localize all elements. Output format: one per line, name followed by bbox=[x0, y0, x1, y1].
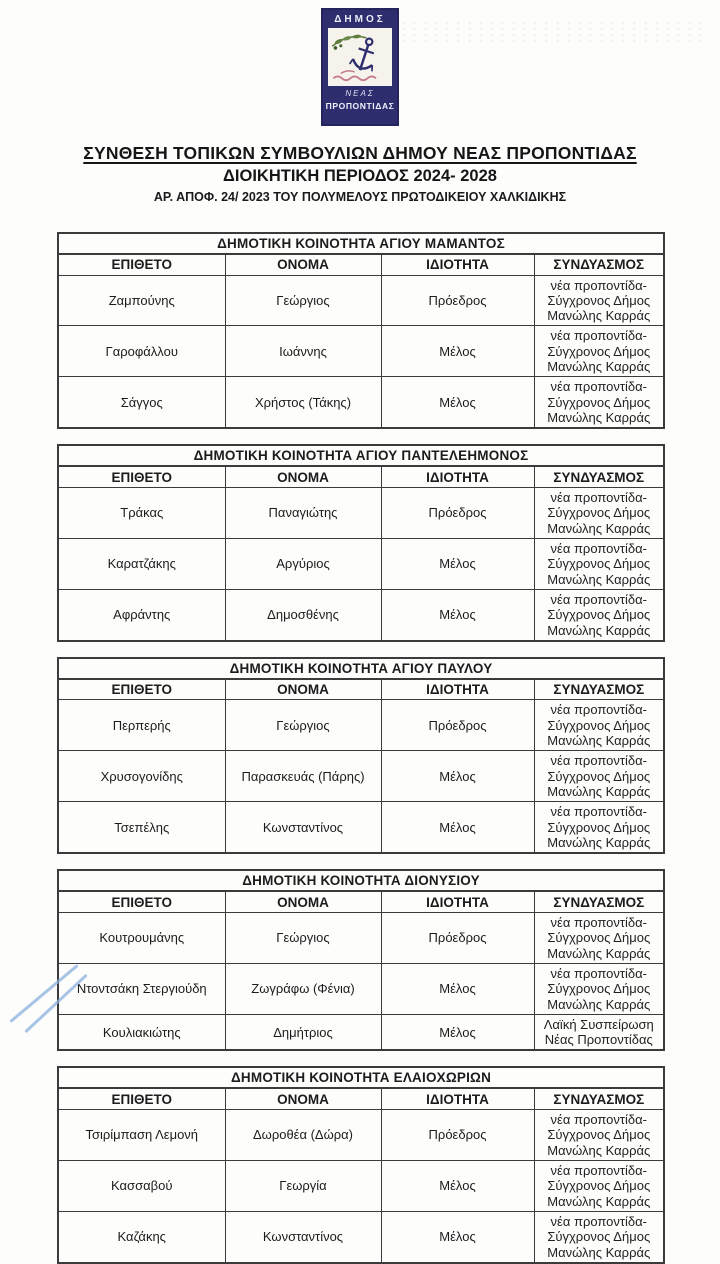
role-cell: Μέλος bbox=[381, 326, 534, 377]
party-cell: νέα προποντίδα- Σύγχρονος Δήμος Μανώλης Καρράς bbox=[534, 1109, 664, 1160]
name-cell: Ζωγράφω (Φένια) bbox=[225, 963, 381, 1014]
anchor-olive-emblem-icon bbox=[328, 28, 392, 86]
name-cell: Γεώργιος bbox=[225, 700, 381, 751]
table-row bbox=[58, 538, 664, 589]
council-table-agiou-mamantos bbox=[57, 232, 665, 429]
column-header-surname: ΕΠΙΘΕΤΟ bbox=[58, 891, 225, 912]
role-cell: Μέλος bbox=[381, 538, 534, 589]
role-cell: Μέλος bbox=[381, 1160, 534, 1211]
role-cell: Μέλος bbox=[381, 377, 534, 428]
name-cell: Κωνσταντίνος bbox=[225, 1211, 381, 1262]
name-cell: Χρήστος (Τάκης) bbox=[225, 377, 381, 428]
surname-cell: Καρατζάκης bbox=[58, 538, 225, 589]
surname-cell: Κουλιακιώτης bbox=[58, 1014, 225, 1050]
table-row bbox=[58, 326, 664, 377]
party-cell: νέα προποντίδα- Σύγχρονος Δήμος Μανώλης Καρράς bbox=[534, 802, 664, 853]
role-cell: Μέλος bbox=[381, 751, 534, 802]
table-header-row bbox=[58, 254, 664, 275]
scanned-document-page bbox=[0, 8, 720, 1260]
surname-cell: Καζάκης bbox=[58, 1211, 225, 1262]
document-decision-ref: ΑΡ. ΑΠΟΦ. 24/ 2023 ΤΟΥ ΠΟΛΥΜΕΛΟΥΣ ΠΡΩΤΟΔΙΚΕΙΟΥ ΧΑΛΚΙΔΙΚΗΣ bbox=[153, 190, 567, 204]
role-cell: Πρόεδρος bbox=[381, 912, 534, 963]
logo-propontidas-label: ΠΡΟΠΟΝΤΙΔΑΣ bbox=[325, 100, 395, 111]
surname-cell: Ζαμπούνης bbox=[58, 275, 225, 326]
logo-emblem bbox=[328, 28, 392, 86]
role-cell: Μέλος bbox=[381, 963, 534, 1014]
table-row bbox=[58, 1014, 664, 1050]
council-table-dionysiou bbox=[57, 869, 665, 1051]
table-header-row bbox=[58, 1088, 664, 1109]
name-cell: Κωνσταντίνος bbox=[225, 802, 381, 853]
surname-cell: Τσεπέλης bbox=[58, 802, 225, 853]
table-title-row bbox=[58, 233, 664, 254]
surname-cell: Τσιρίμπαση Λεμονή bbox=[58, 1109, 225, 1160]
olive-branch-icon bbox=[332, 34, 366, 50]
table-row bbox=[58, 1109, 664, 1160]
column-header-party: ΣΥΝΔΥΑΣΜΟΣ bbox=[534, 1088, 664, 1109]
council-table-agiou-panteleimonos bbox=[57, 444, 665, 641]
name-cell: Ιωάννης bbox=[225, 326, 381, 377]
table-row bbox=[58, 1211, 664, 1262]
table-row bbox=[58, 1160, 664, 1211]
logo-neas-label: ΝΕΑΣ bbox=[345, 89, 375, 98]
table-title: ΔΗΜΟΤΙΚΗ ΚΟΙΝΟΤΗΤΑ ΕΛΑΙΟΧΩΡΙΩΝ bbox=[58, 1067, 664, 1088]
name-cell: Παρασκευάς (Πάρης) bbox=[225, 751, 381, 802]
party-cell: νέα προποντίδα- Σύγχρονος Δήμος Μανώλης Καρράς bbox=[534, 700, 664, 751]
council-table-elaiochorion bbox=[57, 1066, 665, 1263]
table-header-row bbox=[58, 891, 664, 912]
party-cell: νέα προποντίδα- Σύγχρονος Δήμος Μανώλης Καρράς bbox=[534, 589, 664, 640]
table-row bbox=[58, 377, 664, 428]
name-cell: Δωροθέα (Δώρα) bbox=[225, 1109, 381, 1160]
column-header-party: ΣΥΝΔΥΑΣΜΟΣ bbox=[534, 679, 664, 700]
column-header-name: ΟΝΟΜΑ bbox=[225, 254, 381, 275]
column-header-surname: ΕΠΙΘΕΤΟ bbox=[58, 679, 225, 700]
scan-noise-artifact bbox=[398, 20, 708, 44]
table-row bbox=[58, 589, 664, 640]
table-title: ΔΗΜΟΤΙΚΗ ΚΟΙΝΟΤΗΤΑ ΑΓΙΟΥ ΠΑΥΛΟΥ bbox=[58, 658, 664, 679]
table-row bbox=[58, 751, 664, 802]
column-header-party: ΣΥΝΔΥΑΣΜΟΣ bbox=[534, 891, 664, 912]
name-cell: Γεώργιος bbox=[225, 275, 381, 326]
column-header-role: ΙΔΙΟΤΗΤΑ bbox=[381, 679, 534, 700]
column-header-party: ΣΥΝΔΥΑΣΜΟΣ bbox=[534, 466, 664, 487]
role-cell: Μέλος bbox=[381, 589, 534, 640]
surname-cell: Αφράντης bbox=[58, 589, 225, 640]
role-cell: Πρόεδρος bbox=[381, 275, 534, 326]
party-cell: νέα προποντίδα- Σύγχρονος Δήμος Μανώλης Καρράς bbox=[534, 912, 664, 963]
column-header-surname: ΕΠΙΘΕΤΟ bbox=[58, 466, 225, 487]
role-cell: Πρόεδρος bbox=[381, 1109, 534, 1160]
table-row bbox=[58, 912, 664, 963]
table-title-row bbox=[58, 870, 664, 891]
surname-cell: Χρυσογονίδης bbox=[58, 751, 225, 802]
name-cell: Γεώργιος bbox=[225, 912, 381, 963]
table-row bbox=[58, 802, 664, 853]
name-cell: Δημοσθένης bbox=[225, 589, 381, 640]
anchor-icon bbox=[349, 35, 382, 74]
party-cell: νέα προποντίδα- Σύγχρονος Δήμος Μανώλης Καρράς bbox=[534, 751, 664, 802]
surname-cell: Τράκας bbox=[58, 487, 225, 538]
table-header-row bbox=[58, 466, 664, 487]
table-title-row bbox=[58, 658, 664, 679]
role-cell: Μέλος bbox=[381, 1211, 534, 1262]
column-header-surname: ΕΠΙΘΕΤΟ bbox=[58, 1088, 225, 1109]
party-cell: νέα προποντίδα- Σύγχρονος Δήμος Μανώλης Καρράς bbox=[534, 326, 664, 377]
column-header-party: ΣΥΝΔΥΑΣΜΟΣ bbox=[534, 254, 664, 275]
role-cell: Πρόεδρος bbox=[381, 487, 534, 538]
column-header-role: ΙΔΙΟΤΗΤΑ bbox=[381, 466, 534, 487]
name-cell: Παναγιώτης bbox=[225, 487, 381, 538]
surname-cell: Κασσαβού bbox=[58, 1160, 225, 1211]
table-row bbox=[58, 275, 664, 326]
column-header-surname: ΕΠΙΘΕΤΟ bbox=[58, 254, 225, 275]
table-header-row bbox=[58, 679, 664, 700]
table-row bbox=[58, 487, 664, 538]
party-cell: νέα προποντίδα- Σύγχρονος Δήμος Μανώλης Καρράς bbox=[534, 1160, 664, 1211]
logo-top-label: ΔΗΜΟΣ bbox=[334, 14, 386, 25]
name-cell: Δημήτριος bbox=[225, 1014, 381, 1050]
column-header-name: ΟΝΟΜΑ bbox=[225, 679, 381, 700]
party-cell: νέα προποντίδα- Σύγχρονος Δήμος Μανώλης Καρράς bbox=[534, 275, 664, 326]
table-title: ΔΗΜΟΤΙΚΗ ΚΟΙΝΟΤΗΤΑ ΑΓΙΟΥ ΠΑΝΤΕΛΕΗΜΟΝΟΣ bbox=[58, 445, 664, 466]
surname-cell: Γαροφάλλου bbox=[58, 326, 225, 377]
column-header-name: ΟΝΟΜΑ bbox=[225, 1088, 381, 1109]
council-table-agiou-pavlou bbox=[57, 657, 665, 854]
column-header-role: ΙΔΙΟΤΗΤΑ bbox=[381, 891, 534, 912]
column-header-name: ΟΝΟΜΑ bbox=[225, 466, 381, 487]
table-row bbox=[58, 700, 664, 751]
surname-cell: Ντοντσάκη Στεργιούδη bbox=[58, 963, 225, 1014]
party-cell: νέα προποντίδα- Σύγχρονος Δήμος Μανώλης Καρράς bbox=[534, 377, 664, 428]
document-title: ΣΥΝΘΕΣΗ ΤΟΠΙΚΩΝ ΣΥΜΒΟΥΛΙΩΝ ΔΗΜΟΥ ΝΕΑΣ ΠΡΟΠΟΝΤΙΔΑΣ bbox=[83, 143, 637, 163]
table-title: ΔΗΜΟΤΙΚΗ ΚΟΙΝΟΤΗΤΑ ΑΓΙΟΥ ΜΑΜΑΝΤΟΣ bbox=[58, 233, 664, 254]
table-row bbox=[58, 963, 664, 1014]
document-period: ΔΙΟΙΚΗΤΙΚΗ ΠΕΡΙΟΔΟΣ 2024- 2028 bbox=[223, 167, 497, 185]
role-cell: Μέλος bbox=[381, 1014, 534, 1050]
table-title-row bbox=[58, 445, 664, 466]
party-cell: νέα προποντίδα- Σύγχρονος Δήμος Μανώλης Καρράς bbox=[534, 963, 664, 1014]
surname-cell: Περπερής bbox=[58, 700, 225, 751]
name-cell: Γεωργία bbox=[225, 1160, 381, 1211]
party-cell: Λαϊκή Συσπείρωση Νέας Προποντίδας bbox=[534, 1014, 664, 1050]
party-cell: νέα προποντίδα- Σύγχρονος Δήμος Μανώλης Καρράς bbox=[534, 487, 664, 538]
role-cell: Μέλος bbox=[381, 802, 534, 853]
column-header-role: ΙΔΙΟΤΗΤΑ bbox=[381, 254, 534, 275]
table-title: ΔΗΜΟΤΙΚΗ ΚΟΙΝΟΤΗΤΑ ΔΙΟΝΥΣΙΟΥ bbox=[58, 870, 664, 891]
municipality-logo bbox=[321, 8, 399, 126]
column-header-role: ΙΔΙΟΤΗΤΑ bbox=[381, 1088, 534, 1109]
council-tables-section bbox=[57, 232, 663, 1264]
column-header-name: ΟΝΟΜΑ bbox=[225, 891, 381, 912]
waves-icon bbox=[333, 71, 376, 80]
party-cell: νέα προποντίδα- Σύγχρονος Δήμος Μανώλης Καρράς bbox=[534, 1211, 664, 1262]
role-cell: Πρόεδρος bbox=[381, 700, 534, 751]
surname-cell: Σάγγος bbox=[58, 377, 225, 428]
table-title-row bbox=[58, 1067, 664, 1088]
surname-cell: Κουτρουμάνης bbox=[58, 912, 225, 963]
name-cell: Αργύριος bbox=[225, 538, 381, 589]
party-cell: νέα προποντίδα- Σύγχρονος Δήμος Μανώλης Καρράς bbox=[534, 538, 664, 589]
